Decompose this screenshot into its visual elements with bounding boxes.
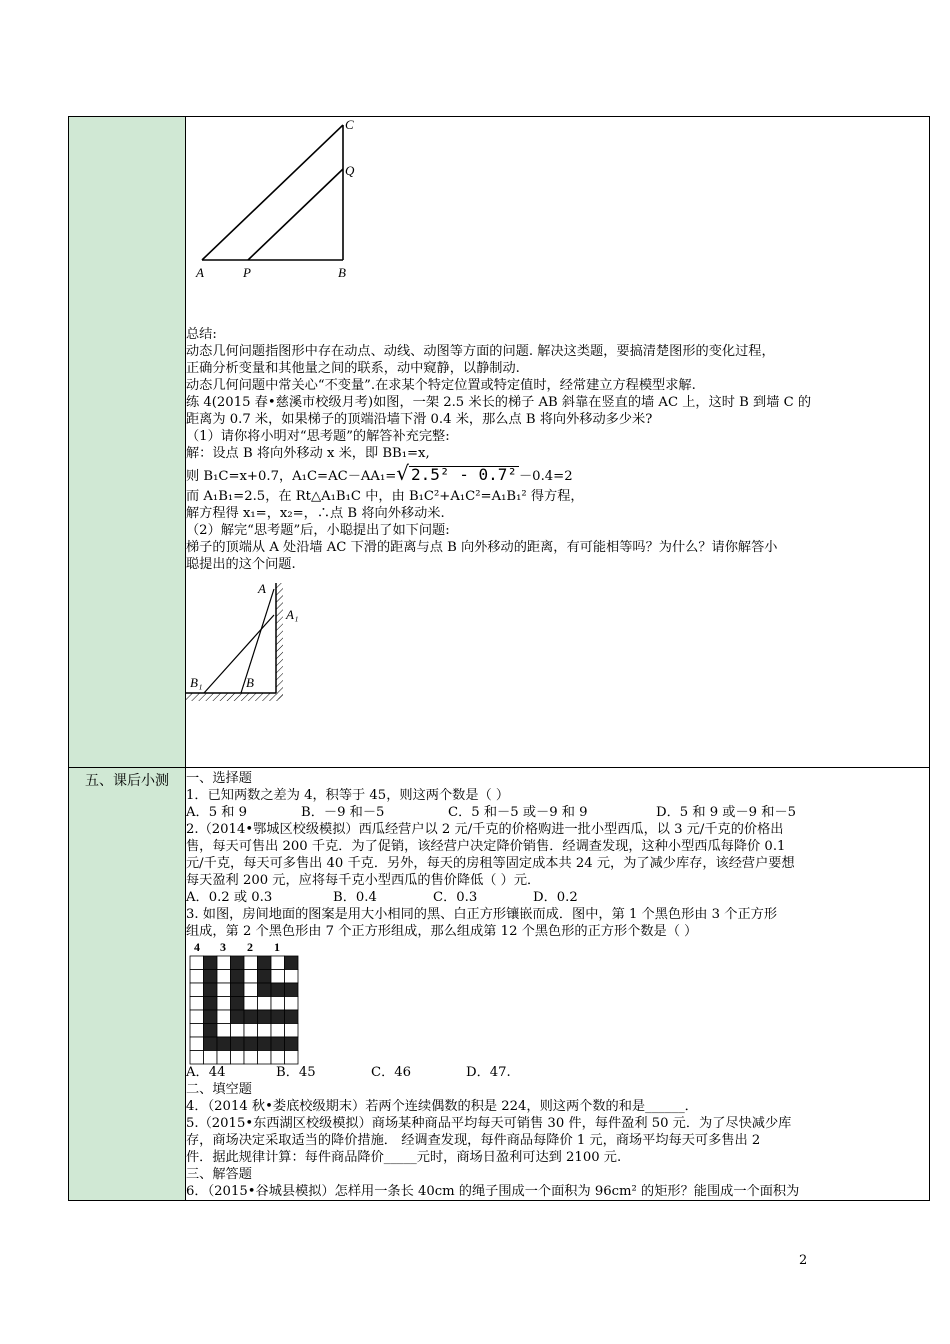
tile [271, 1010, 285, 1024]
exercise4-q2: （2）解完“思考题”后，小聪提出了如下问题: [186, 523, 450, 538]
option: B．45 [276, 1065, 316, 1080]
tile [217, 956, 231, 970]
tile [217, 970, 231, 984]
tile [190, 970, 204, 984]
tile [231, 1010, 245, 1024]
tile [190, 956, 204, 970]
tile [190, 1051, 204, 1065]
row-content-quiz [186, 768, 930, 1201]
tile [204, 983, 218, 997]
tile [231, 1037, 245, 1051]
tile [217, 1024, 231, 1038]
option: B．0.4 [333, 890, 377, 905]
ladder-a1b1 [204, 615, 274, 693]
quiz-block [186, 770, 929, 940]
question-2: 2.（2014•鄂城区校级模拟）西瓜经营户以 2 元/千克的价格购进一批小型西瓜，以 3 元/千克的价格出 [186, 822, 784, 837]
question-5: 5.（2015•东西湖区校级模拟）商场某种商品平均每天可销售 30 件，每件盈利 50 元．为了尽快减少库 [186, 1116, 792, 1131]
label-a: A [196, 265, 204, 280]
tile [217, 1051, 231, 1065]
option: B．－9 和－5 [301, 805, 385, 820]
tile [271, 1037, 285, 1051]
label-1: 1 [274, 940, 280, 954]
tile [285, 997, 299, 1011]
option: A．44 [186, 1065, 226, 1080]
option: C．46 [371, 1065, 412, 1080]
option: A．0.2 或 0.3 [186, 890, 273, 905]
solution-line: 解：设点 B 将向外移动 x 米，即 BB₁=x, [186, 446, 430, 461]
tile [231, 983, 245, 997]
tile [204, 1024, 218, 1038]
page-number: 2 [799, 1253, 808, 1268]
option: A．5 和 9 [186, 805, 248, 820]
tile [285, 1024, 299, 1038]
label-2: 2 [247, 940, 253, 954]
section-heading: 三、解答题 [186, 1167, 252, 1182]
summary-line: 动态几何问题中常关心“不变量”.在求某个特定位置或特定值时，经常建立方程模型求解. [186, 378, 696, 393]
tile [231, 997, 245, 1011]
tile [285, 956, 299, 970]
question-3: 3. 如图，房间地面的图案是用大小相同的黑、白正方形镶嵌而成．图中，第 1 个黑色形由 3 个正方形 [186, 907, 778, 922]
table-row [69, 117, 930, 768]
section-heading: 一、选择题 [186, 771, 252, 786]
wall-hatch [276, 583, 283, 699]
solution-line: 解方程得 x₁=，x₂=，∴点 B 将向外移动米. [186, 506, 445, 521]
segment-ac [202, 125, 343, 260]
question-1: 1．已知两数之差为 4，积等于 45，则这两个数是（ ） [186, 788, 510, 803]
exercise4-q1: （1）请你将小明对“思考题”的解答补充完整: [186, 429, 450, 444]
tile [217, 997, 231, 1011]
lesson-table [68, 116, 930, 1201]
exercise4-intro: 练 4(2015 春•慈溪市校级月考)如图，一架 2.5 米长的梯子 AB 斜靠在竖直的墙 AC 上，这时 B 到墙 C 的 [186, 395, 812, 410]
tile [244, 956, 258, 970]
label-3: 3 [220, 940, 226, 954]
row-label-empty [69, 117, 186, 768]
tile [271, 983, 285, 997]
label-a: A [258, 581, 266, 596]
label-c: C [345, 117, 354, 132]
section-heading: 二、填空题 [186, 1082, 252, 1097]
sqrt-sign: √ [396, 461, 410, 485]
tile [258, 1051, 272, 1065]
question-2: 每天盈利 200 元，应将每千克小型西瓜的售价降低（ ）元． [186, 873, 541, 888]
ground-hatch [186, 693, 283, 701]
label-a1: A₁ [286, 607, 299, 622]
tile [285, 983, 299, 997]
exercise4-intro: 距离为 0.7 米，如果梯子的顶端沿墙下滑 0.4 米，那么点 B 将向外移动多少米? [186, 412, 653, 427]
label-p: P [243, 265, 251, 280]
tile [258, 970, 272, 984]
exercise4-q2-text: 梯子的顶端从 A 处沿墙 AC 下滑的距离与点 B 向外移动的距离，有可能相等吗？为什么？请你解答小 [186, 540, 778, 555]
tile [231, 956, 245, 970]
summary-line: 正确分析变量和其他量之间的联系，动中窥静，以静制动. [186, 361, 520, 376]
tile [244, 970, 258, 984]
tile [285, 1010, 299, 1024]
tile [258, 1010, 272, 1024]
tile [204, 1010, 218, 1024]
solution-post: －0.4=2 [519, 469, 573, 484]
question-5: 件．据此规律计算：每件商品降价_____元时，商场日盈利可达到 2100 元. [186, 1150, 622, 1165]
tile [204, 1051, 218, 1065]
row-label [69, 768, 186, 1201]
question-5: 存，商场决定采取适当的降价措施． 经调查发现，每件商品每降价 1 元，商场平均每天可多售出 2 [186, 1133, 761, 1148]
question-2: 元/千克，每天可多售出 40 千克．另外，每天的房租等固定成本共 24 元，为了减少库存，该经营户要想 [186, 856, 795, 871]
tile [217, 1037, 231, 1051]
tile [271, 1051, 285, 1065]
question-3: 组成，第 2 个黑色形由 7 个正方形组成，那么组成第 12 个黑色形的正方形个数是（ ） [186, 924, 698, 939]
label-b: B [246, 675, 254, 690]
table-row [69, 768, 930, 1201]
question-2: 售，每天可售出 200 千克．为了促销，该经营户决定降价销售．经调查发现，这种小型西瓜每降价 0.1 [186, 839, 786, 854]
tile [190, 997, 204, 1011]
exercise4-q2-text: 聪提出的这个问题. [186, 557, 296, 572]
label-b1: B₁ [190, 675, 203, 690]
triangle-figure [188, 117, 368, 283]
row-content-dynamic-geometry [186, 117, 930, 768]
tile [217, 983, 231, 997]
ladder-figure [186, 579, 299, 711]
segment-pq [248, 169, 343, 260]
option: D．5 和 9 或－9 和－5 [656, 805, 797, 820]
tile [190, 1024, 204, 1038]
tile [258, 983, 272, 997]
tile [190, 983, 204, 997]
solution-line-sqrt [186, 462, 929, 488]
option: C．0.3 [433, 890, 478, 905]
tile [244, 1051, 258, 1065]
sqrt-radicand: 2.5² - 0.7² [411, 465, 517, 484]
solution-line: 而 A₁B₁=2.5，在 Rt△A₁B₁C 中，由 B₁C²+A₁C²=A₁B₁² 得方程， [186, 489, 584, 504]
tile [204, 1037, 218, 1051]
tile [271, 970, 285, 984]
tile [204, 997, 218, 1011]
tile [258, 1024, 272, 1038]
tile-pattern-figure [188, 940, 308, 1064]
question-2-options [186, 889, 929, 906]
tile [285, 1051, 299, 1065]
question-4: 4．（2014 秋•娄底校级期末）若两个连续偶数的积是 224，则这两个数的和是______． [186, 1099, 698, 1114]
tile [204, 970, 218, 984]
tile [231, 1024, 245, 1038]
tile [258, 997, 272, 1011]
summary-heading: 总结: [186, 327, 217, 342]
tile [231, 1051, 245, 1065]
tile [231, 970, 245, 984]
tile [285, 970, 299, 984]
tile [190, 1010, 204, 1024]
tile [285, 1037, 299, 1051]
tile [244, 983, 258, 997]
option: C．5 和－5 或－9 和 9 [448, 805, 588, 820]
section-label: 五、课后小测 [85, 773, 169, 789]
question-6: 6．（2015•谷城县模拟）怎样用一条长 40cm 的绳子围成一个面积为 96cm² 的矩形？能围成一个面积为 [186, 1184, 800, 1199]
summary-block [186, 326, 929, 573]
label-4: 4 [194, 940, 200, 954]
summary-line: 动态几何问题指图形中存在动点、动线、动图等方面的问题. 解决这类题，要搞清楚图形的变化过程， [186, 344, 775, 359]
tile [244, 1037, 258, 1051]
tile [258, 1037, 272, 1051]
label-q: Q [345, 163, 355, 178]
label-b: B [338, 265, 346, 280]
option: D．47. [466, 1065, 511, 1080]
question-3-options [186, 1064, 929, 1081]
question-1-options [186, 804, 929, 821]
option: D．0.2 [533, 890, 578, 905]
tile [217, 1010, 231, 1024]
tile [190, 1037, 204, 1051]
tile [271, 956, 285, 970]
solution-pre: 则 B₁C=x+0.7，A₁C=AC－AA₁= [186, 469, 397, 484]
tile [244, 997, 258, 1011]
tile [271, 997, 285, 1011]
tile [244, 1024, 258, 1038]
tile [258, 956, 272, 970]
tile [244, 1010, 258, 1024]
tile-grid [190, 956, 298, 1064]
tile [271, 1024, 285, 1038]
tile [204, 956, 218, 970]
quiz-block-2 [186, 1064, 929, 1200]
